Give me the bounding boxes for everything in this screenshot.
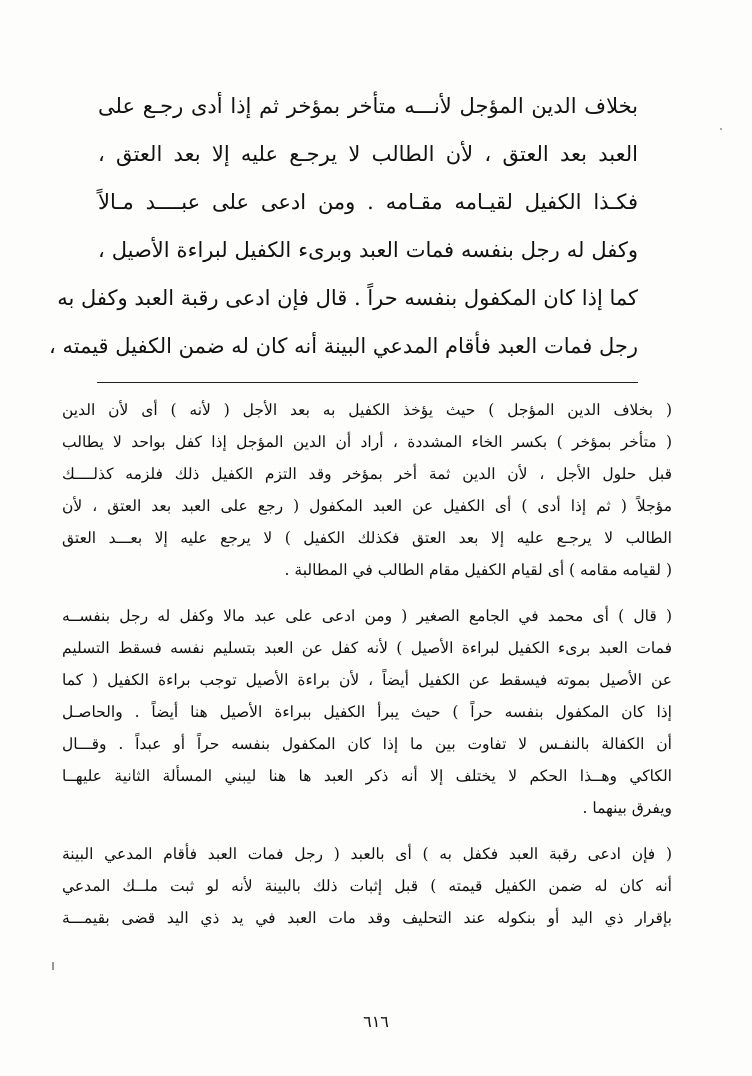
- main-text-line: وكفل له رجل بنفسه فمات العبد وبرىء الكفيل لبراءة الأصيل ،: [98, 238, 638, 262]
- commentary-paragraph-2: [62, 600, 672, 824]
- commentary-line: ( بخلاف الدين المؤجل ) حيث يؤخذ الكفيل به بعد الأجل ( لأنه ) أى لأن الدين: [62, 401, 672, 419]
- main-text-line: كما إذا كان المكفول بنفسه حراً . قال فإن ادعى رقبة العبد وكفل به: [57, 286, 638, 310]
- separator-rule: [97, 382, 638, 383]
- commentary-line: فمات العبد برىء الكفيل لبراءة الأصيل ) لأنه كفل عن العبد بتسليم نفسه فسقط التسليم: [62, 639, 672, 657]
- main-text-line: بخلاف الدين المؤجل لأنـــه متأخر بمؤخر ثم إذا أدى رجـع على: [98, 94, 638, 118]
- commentary-line: ( قال ) أى محمد في الجامع الصغير ( ومن ادعى على عبد مالا وكفل له رجل بنفســه: [62, 607, 672, 625]
- main-text-block: [49, 82, 638, 370]
- commentary-line: ويفرق بينهما .: [582, 799, 672, 817]
- commentary-line: عن الأصيل بموته فيسقط عن الكفيل أيضاً ، لأن براءة الأصيل توجب براءة الكفيل ( كما: [62, 671, 672, 689]
- commentary-block: [62, 394, 672, 934]
- commentary-line: أنه كان له ضمن الكفيل قيمته ) قبل إثبات ذلك بالبينة لأنه لو ثبت ملــك المدعي: [62, 877, 672, 895]
- scan-speck: [720, 128, 722, 130]
- commentary-line: أن الكفالة بالنفـس لا تفاوت بين ما إذا كان المكفول بنفسه حراً أو عبداً . وقـــال: [62, 735, 672, 753]
- commentary-line: الطالب لا يرجـع عليه إلا بعد العتق فكذلك الكفيل ) لا يرجع عليه إلا بعـــد العتق: [62, 529, 672, 547]
- commentary-line: ( متأخر بمؤخر ) بكسر الخاء المشددة ، أراد أن الدين المؤجل إذا كفل بواحد لا يطالب: [62, 433, 672, 451]
- main-text-line: رجل فمات العبد فأقام المدعي البينة أنه كان له ضمن الكفيل قيمته ،: [49, 334, 638, 358]
- paragraph-gap: [62, 586, 672, 600]
- commentary-line: بإقرار ذي اليد أو بنكوله عند التحليف وقد مات العبد في يد ذي اليد قضى بقيمـــة: [62, 909, 672, 927]
- main-text-line: فكـذا الكفيل لقيـامه مقـامه . ومن ادعى على عبــــد مـالاً: [98, 190, 638, 214]
- commentary-line: مؤجلاً ( ثم إذا أدى ) أى الكفيل عن العبد المكفول ( رجع على العبد بعد العتق ، لأن: [62, 497, 672, 515]
- scan-edge-mark: [52, 962, 54, 970]
- commentary-line: الكاكي وهــذا الحكم لا يختلف إلا أنه ذكر العبد ها هنا ليبني المسألة الثانية عليهــا: [62, 767, 672, 785]
- main-text-line: العبد بعد العتق ، لأن الطالب لا يرجـع عليه إلا بعد العتق ،: [98, 142, 638, 166]
- commentary-line: ( فإن ادعى رقبة العبد فكفل به ) أى بالعبد ( رجل فمات العبد فأقام المدعي البينة: [62, 845, 672, 863]
- commentary-paragraph-1: [62, 394, 672, 586]
- commentary-line: إذا كان المكفول بنفسه حراً ) حيث يبرأ الكفيل ببراءة الأصيل هنا أيضاً . والحاصـل: [62, 703, 672, 721]
- commentary-line: قبل حلول الأجل ، لأن الدين ثمة أخر بمؤخر وقد التزم الكفيل ذلك فلزمه كذلــــك: [62, 465, 672, 483]
- paragraph-gap: [62, 824, 672, 838]
- commentary-line: ( لقيامه مقامه ) أى لقيام الكفيل مقام الطالب في المطالبة .: [284, 561, 672, 579]
- commentary-paragraph-3: [62, 838, 672, 934]
- page-number: ٦١٦: [363, 1012, 389, 1031]
